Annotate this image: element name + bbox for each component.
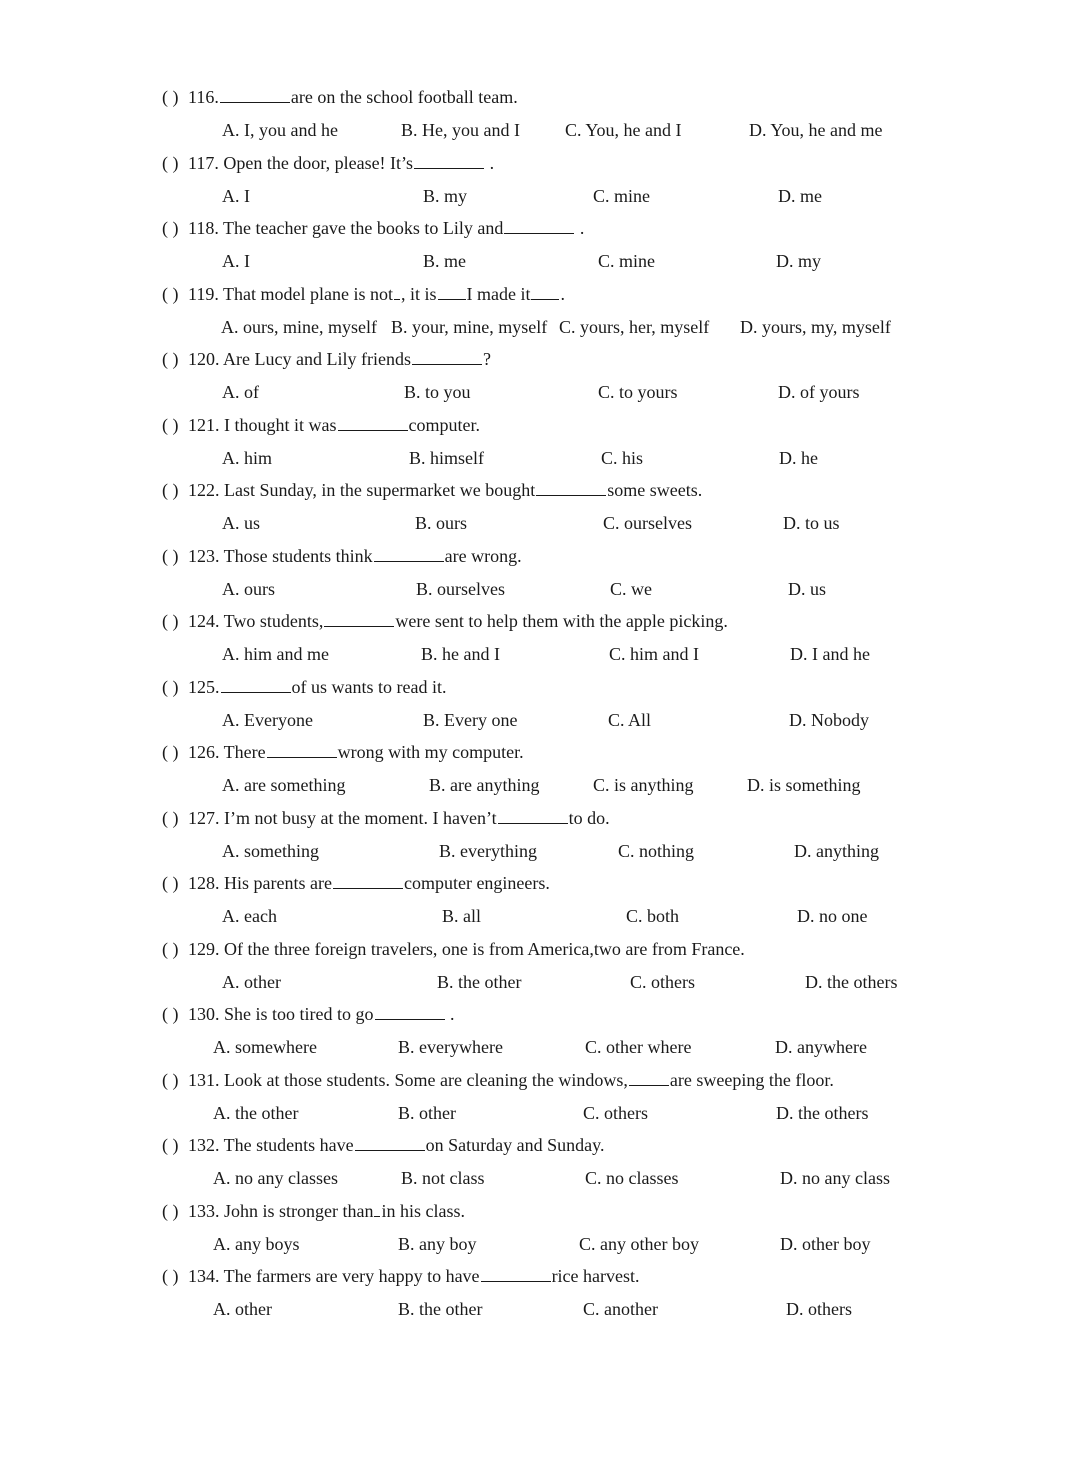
- question-text-part: 116.: [188, 87, 219, 107]
- answer-bracket[interactable]: ( ): [162, 1266, 179, 1286]
- option-a[interactable]: A. no any classes: [213, 1168, 338, 1188]
- question-text-part: 134. The farmers are very happy to have: [188, 1266, 480, 1286]
- option-a[interactable]: A. I: [222, 186, 250, 206]
- answer-bracket[interactable]: ( ): [162, 1070, 179, 1090]
- question-text: [188, 1003, 455, 1025]
- question-text-part: 132. The students have: [188, 1135, 354, 1155]
- option-c[interactable]: C. his: [601, 448, 644, 468]
- answer-bracket[interactable]: ( ): [162, 808, 179, 828]
- option-c[interactable]: C. You, he and I: [565, 120, 682, 140]
- option-c[interactable]: C. others: [630, 972, 695, 992]
- question-text-part: 126. There: [188, 742, 266, 762]
- option-b[interactable]: B. me: [423, 251, 466, 271]
- answer-blank[interactable]: [536, 479, 606, 496]
- answer-bracket[interactable]: ( ): [162, 546, 179, 566]
- question-text-part: 125.: [188, 677, 220, 697]
- question-text-part: were sent to help them with the apple picking.: [395, 611, 728, 631]
- option-a[interactable]: A. other: [213, 1299, 272, 1319]
- question-text: [188, 741, 524, 763]
- question-text: [188, 152, 494, 174]
- answer-blank[interactable]: [412, 348, 482, 365]
- answer-bracket[interactable]: ( ): [162, 611, 179, 631]
- question-text-part: are wrong.: [444, 546, 522, 566]
- option-d[interactable]: D. is something: [747, 775, 861, 795]
- question-text-part: on Saturday and Sunday.: [425, 1135, 605, 1155]
- answer-blank[interactable]: [414, 152, 484, 169]
- question-text-part: 121. I thought it was: [188, 415, 337, 435]
- question-text-part: are sweeping the floor.: [669, 1070, 834, 1090]
- option-a[interactable]: A. any boys: [213, 1234, 300, 1254]
- option-b[interactable]: B. everything: [439, 841, 537, 861]
- option-d[interactable]: D. my: [776, 251, 821, 271]
- question-text-part: 127. I’m not busy at the moment. I haven’t: [188, 808, 497, 828]
- option-d[interactable]: D. anything: [794, 841, 879, 861]
- question-text-part: .: [445, 1004, 455, 1024]
- option-a[interactable]: A. him and me: [222, 644, 329, 664]
- option-c[interactable]: C. him and I: [609, 644, 699, 664]
- option-c[interactable]: C. mine: [598, 251, 655, 271]
- question-text-part: 122. Last Sunday, in the supermarket we bought: [188, 480, 536, 500]
- question-text-part: 119. That model plane is not: [188, 284, 393, 304]
- answer-bracket[interactable]: ( ): [162, 218, 179, 238]
- option-d[interactable]: D. me: [778, 186, 822, 206]
- question-text-part: are on the school football team.: [290, 87, 518, 107]
- option-c[interactable]: C. is anything: [593, 775, 694, 795]
- option-a[interactable]: A. somewhere: [213, 1037, 317, 1057]
- option-b[interactable]: B. my: [423, 186, 468, 206]
- option-c[interactable]: C. yours, her, myself: [559, 317, 710, 337]
- option-b[interactable]: B. all: [442, 906, 481, 926]
- option-d[interactable]: D. the others: [776, 1103, 869, 1123]
- option-c[interactable]: C. mine: [593, 186, 650, 206]
- question-text-part: two are from France.: [593, 939, 745, 959]
- question-text-part: .: [575, 218, 585, 238]
- question-text: [188, 1069, 834, 1091]
- answer-bracket[interactable]: ( ): [162, 742, 179, 762]
- option-b[interactable]: B. Every one: [423, 710, 518, 730]
- option-b[interactable]: B. himself: [409, 448, 484, 468]
- option-c[interactable]: C. ourselves: [603, 513, 692, 533]
- question-text-part: 129. Of the three foreign travelers, one is from America,: [188, 939, 594, 959]
- answer-blank[interactable]: [375, 1003, 445, 1020]
- option-a[interactable]: A. each: [222, 906, 277, 926]
- answer-blank[interactable]: [504, 217, 574, 234]
- option-b[interactable]: B. other: [398, 1103, 456, 1123]
- question-text-part: I made it: [466, 284, 531, 304]
- answer-blank[interactable]: [355, 1134, 425, 1151]
- option-b[interactable]: B. to you: [404, 382, 471, 402]
- option-d[interactable]: D. others: [786, 1299, 852, 1319]
- option-b[interactable]: B. the other: [398, 1299, 483, 1319]
- option-a[interactable]: A. the other: [213, 1103, 299, 1123]
- answer-blank[interactable]: [374, 1200, 380, 1217]
- answer-blank[interactable]: [221, 676, 291, 693]
- option-d[interactable]: D. no one: [797, 906, 868, 926]
- question-text-part: to do.: [568, 808, 610, 828]
- question-text: [188, 1134, 604, 1156]
- question-text-part: of us wants to read it.: [291, 677, 447, 697]
- option-d[interactable]: D. of yours: [778, 382, 860, 402]
- answer-bracket[interactable]: ( ): [162, 873, 179, 893]
- question-text-part: 123. Those students think: [188, 546, 373, 566]
- option-c[interactable]: C. to yours: [598, 382, 678, 402]
- option-b[interactable]: B. He, you and I: [401, 120, 520, 140]
- option-b[interactable]: B. ours: [415, 513, 468, 533]
- question-text-part: ?: [482, 349, 491, 369]
- option-a[interactable]: A. other: [222, 972, 281, 992]
- answer-blank[interactable]: [324, 610, 394, 627]
- answer-bracket[interactable]: ( ): [162, 677, 179, 697]
- question-text-part: , it is: [400, 284, 437, 304]
- option-a[interactable]: A. of: [222, 382, 259, 402]
- question-text: [188, 807, 610, 829]
- question-text: [188, 348, 491, 370]
- option-a[interactable]: A. ours: [222, 579, 275, 599]
- option-b[interactable]: B. he and I: [421, 644, 500, 664]
- answer-blank[interactable]: [629, 1069, 669, 1086]
- question-text: [188, 545, 522, 567]
- answer-blank[interactable]: [438, 283, 466, 300]
- option-d[interactable]: D. You, he and me: [749, 120, 883, 140]
- option-d[interactable]: D. the others: [805, 972, 898, 992]
- option-a[interactable]: A. I, you and he: [222, 120, 338, 140]
- question-text: [188, 479, 702, 501]
- question-text-part: 120. Are Lucy and Lily friends: [188, 349, 411, 369]
- answer-bracket[interactable]: ( ): [162, 349, 179, 369]
- option-d[interactable]: D. yours, my, myself: [740, 317, 891, 337]
- answer-bracket[interactable]: ( ): [162, 415, 179, 435]
- option-a[interactable]: A. something: [222, 841, 319, 861]
- question-text: [188, 676, 446, 698]
- option-b[interactable]: B. everywhere: [398, 1037, 503, 1057]
- question-text-part: some sweets.: [607, 480, 703, 500]
- option-c[interactable]: C. nothing: [618, 841, 695, 861]
- answer-bracket[interactable]: ( ): [162, 1004, 179, 1024]
- option-d[interactable]: D. to us: [783, 513, 840, 533]
- question-text: [188, 1265, 640, 1287]
- option-b[interactable]: B. are anything: [429, 775, 540, 795]
- question-text-part: computer engineers.: [403, 873, 550, 893]
- option-c[interactable]: C. both: [626, 906, 680, 926]
- answer-blank[interactable]: [338, 414, 408, 431]
- question-text-part: 131. Look at those students. Some are cleaning the windows,: [188, 1070, 628, 1090]
- question-text: [188, 217, 584, 239]
- option-a[interactable]: A. I: [222, 251, 250, 271]
- answer-blank[interactable]: [220, 86, 290, 103]
- option-b[interactable]: B. not class: [401, 1168, 485, 1188]
- option-d[interactable]: D. Nobody: [789, 710, 869, 730]
- question-text-part: 117. Open the door, please! It’s: [188, 153, 414, 173]
- answer-blank[interactable]: [333, 872, 403, 889]
- question-text-part: 118. The teacher gave the books to Lily and: [188, 218, 504, 238]
- option-c[interactable]: C. no classes: [585, 1168, 679, 1188]
- answer-bracket[interactable]: ( ): [162, 284, 179, 304]
- option-c[interactable]: C. others: [583, 1103, 648, 1123]
- option-d[interactable]: D. us: [788, 579, 827, 599]
- question-text-part: in his class.: [381, 1201, 465, 1221]
- answer-bracket[interactable]: ( ): [162, 939, 179, 959]
- option-a[interactable]: A. ours, mine, myself: [221, 317, 377, 337]
- question-text-part: rice harvest.: [551, 1266, 640, 1286]
- answer-blank[interactable]: [531, 283, 559, 300]
- question-text-part: .: [560, 284, 565, 304]
- option-b[interactable]: B. any boy: [398, 1234, 477, 1254]
- question-text-part: 124. Two students,: [188, 611, 324, 631]
- option-a[interactable]: A. are something: [222, 775, 346, 795]
- option-b[interactable]: B. the other: [437, 972, 522, 992]
- option-d[interactable]: D. I and he: [790, 644, 870, 664]
- question-text: [188, 938, 745, 960]
- option-d[interactable]: D. he: [779, 448, 818, 468]
- answer-blank[interactable]: [481, 1265, 551, 1282]
- option-a[interactable]: A. us: [222, 513, 261, 533]
- question-text-part: computer.: [408, 415, 480, 435]
- question-text-part: 128. His parents are: [188, 873, 332, 893]
- option-b[interactable]: B. your, mine, myself: [391, 317, 548, 337]
- question-text-part: .: [485, 153, 495, 173]
- answer-bracket[interactable]: ( ): [162, 1201, 179, 1221]
- option-a[interactable]: A. Everyone: [222, 710, 313, 730]
- answer-blank[interactable]: [394, 283, 400, 300]
- option-d[interactable]: D. no any class: [780, 1168, 890, 1188]
- answer-blank[interactable]: [374, 545, 444, 562]
- answer-bracket[interactable]: ( ): [162, 153, 179, 173]
- option-c[interactable]: C. any other boy: [579, 1234, 699, 1254]
- question-text-part: 133. John is stronger than: [188, 1201, 374, 1221]
- option-c[interactable]: C. All: [608, 710, 652, 730]
- option-a[interactable]: A. him: [222, 448, 273, 468]
- question-text: [188, 86, 518, 108]
- question-text: [188, 283, 565, 305]
- option-c[interactable]: C. another: [583, 1299, 658, 1319]
- option-b[interactable]: B. ourselves: [416, 579, 505, 599]
- question-text: [188, 414, 480, 436]
- answer-bracket[interactable]: ( ): [162, 480, 179, 500]
- question-text-part: 130. She is too tired to go: [188, 1004, 374, 1024]
- answer-blank[interactable]: [498, 807, 568, 824]
- answer-blank[interactable]: [267, 741, 337, 758]
- question-text: [188, 872, 550, 894]
- option-d[interactable]: D. other boy: [780, 1234, 871, 1254]
- question-text: [188, 610, 728, 632]
- question-text-part: wrong with my computer.: [337, 742, 524, 762]
- question-text: [188, 1200, 465, 1222]
- option-d[interactable]: D. anywhere: [775, 1037, 867, 1057]
- answer-bracket[interactable]: ( ): [162, 1135, 179, 1155]
- option-c[interactable]: C. other where: [585, 1037, 692, 1057]
- option-c[interactable]: C. we: [610, 579, 652, 599]
- answer-bracket[interactable]: ( ): [162, 87, 179, 107]
